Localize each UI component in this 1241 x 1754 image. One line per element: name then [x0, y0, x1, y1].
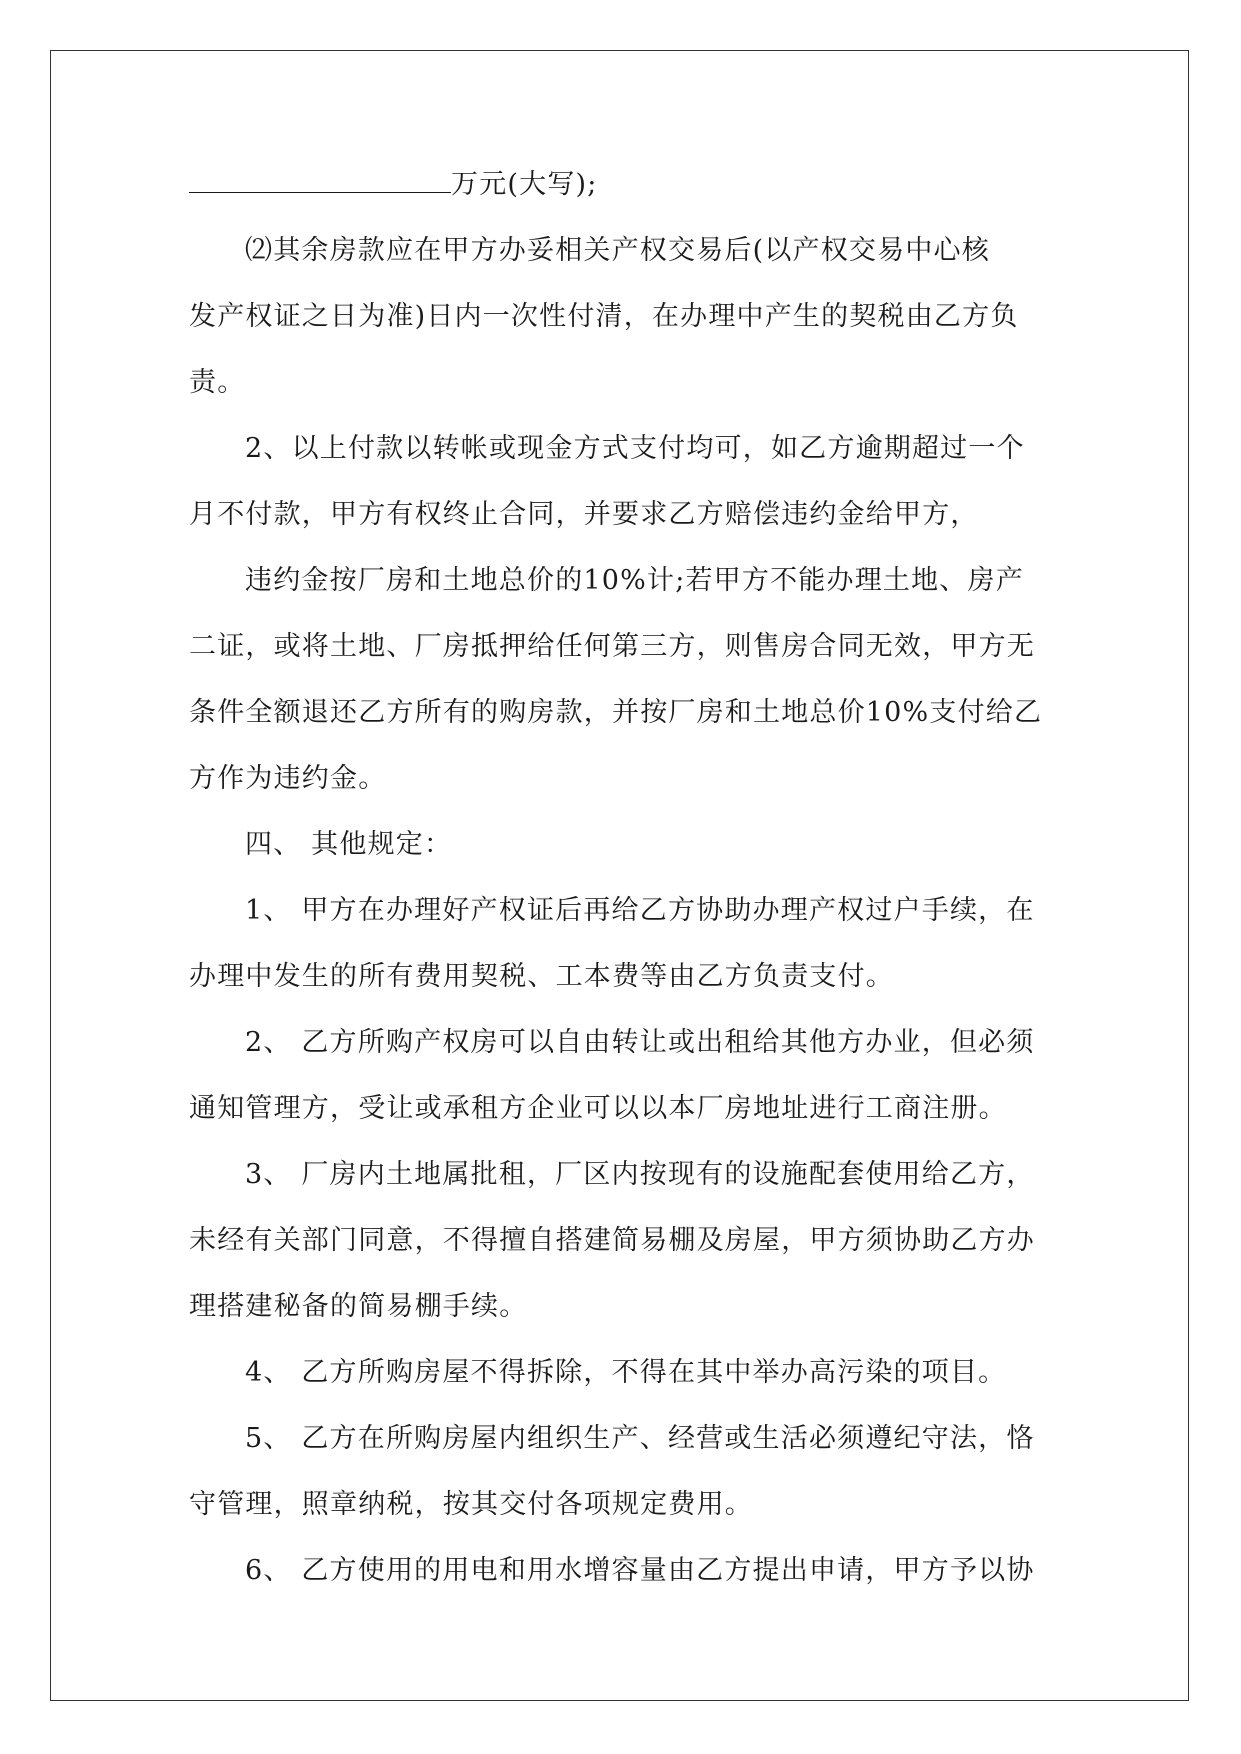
text-line-15: 通知管理方，受让或承租方企业可以以本厂房地址进行工商注册。 [189, 1093, 1007, 1124]
text-line-22: 6、 乙方使用的用电和用水增容量由乙方提出申请，甲方予以协 [245, 1555, 1035, 1586]
text-line-9: 条件全额退还乙方所有的购房款，并按厂房和土地总价10%支付给乙 [189, 697, 1043, 728]
text-line-4: 责。 [189, 367, 246, 398]
text-line-12: 1、 甲方在办理好产权证后再给乙方协助办理产权过户手续，在 [245, 895, 1035, 926]
text-line-8: 二证，或将土地、厂房抵押给任何第三方，则售房合同无效，甲方无 [189, 631, 1035, 662]
document-body [189, 152, 1061, 1604]
text-line-2: ⑵其余房款应在甲方办妥相关产权交易后(以产权交易中心核 [245, 235, 990, 266]
text-line-21: 守管理，照章纳税，按其交付各项规定费用。 [189, 1489, 753, 1520]
text-line-20: 5、 乙方在所购房屋内组织生产、经营或生活必须遵纪守法，恪 [245, 1423, 1035, 1454]
text-line-3: 发产权证之日为准)日内一次性付清，在办理中产生的契税由乙方负 [189, 301, 1019, 332]
section-heading: 四、 其他规定： [245, 829, 453, 860]
fill-in-blank[interactable] [189, 168, 451, 193]
text-line-13: 办理中发生的所有费用契税、工本费等由乙方负责支付。 [189, 961, 894, 992]
text-line-16: 3、 厂房内土地属批租，厂区内按现有的设施配套使用给乙方， [245, 1159, 1035, 1190]
text-line-1: 万元(大写); [189, 152, 1061, 218]
text-line-5: 2、以上付款以转帐或现金方式支付均可，如乙方逾期超过一个 [245, 433, 1025, 464]
text-line-18: 理搭建秘备的简易棚手续。 [189, 1291, 528, 1322]
text-line-17: 未经有关部门同意，不得擅自搭建简易棚及房屋，甲方须协助乙方办 [189, 1225, 1035, 1256]
text-line-10: 方作为违约金。 [189, 763, 387, 794]
text-line-14: 2、 乙方所购产权房可以自由转让或出租给其他方办业，但必须 [245, 1027, 1035, 1058]
text-line-7: 违约金按厂房和土地总价的10%计;若甲方不能办理土地、房产 [245, 565, 1024, 596]
text-line-6: 月不付款，甲方有权终止合同，并要求乙方赔偿违约金给甲方， [189, 499, 979, 530]
text-line-19: 4、 乙方所购房屋不得拆除，不得在其中举办高污染的项目。 [245, 1357, 1007, 1388]
